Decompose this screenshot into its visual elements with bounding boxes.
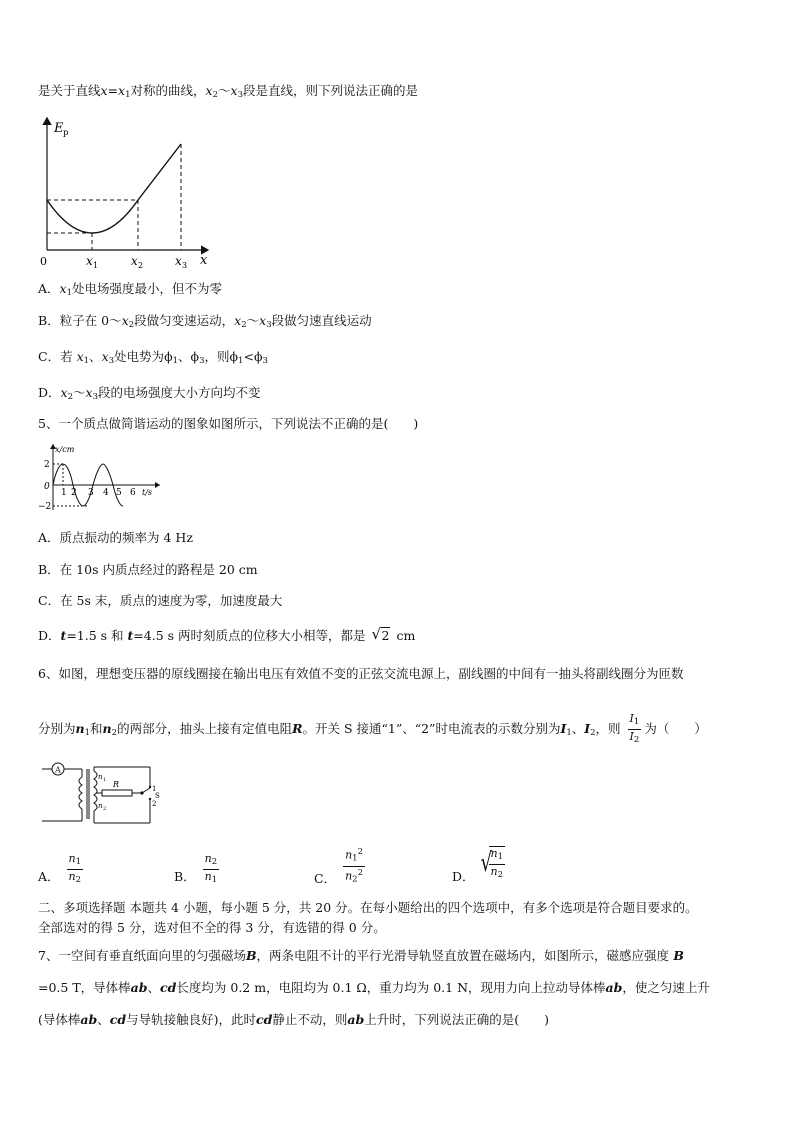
svg-text:t/s: t/s xyxy=(142,488,153,497)
secondary-coil xyxy=(94,771,97,811)
svg-text:S: S xyxy=(155,792,160,800)
svg-text:5: 5 xyxy=(116,488,122,498)
q6-line1: 6、如图，理想变压器的原线圈接在输出电压有效值不变的正弦交流电源上，副线圈的中间有一抽头将副线圈分为匝数 xyxy=(38,666,684,681)
tick-x2: x xyxy=(131,254,138,268)
q4-option-d: D．$x_2\sim x_3$段的电场强度大小方向均不变 xyxy=(38,385,261,402)
svg-text:−2: −2 xyxy=(38,502,52,512)
svg-text:4: 4 xyxy=(103,488,109,498)
q7-line2: =0.5 T，导体棒ab、cd长度均为 0.2 m，电阻均为 0.1 Ω，重力均为 0.1 N，现用力向上拉动导体棒ab，使之匀速上升 xyxy=(38,980,710,995)
q5-option-c: C．在 5s 末，质点的速度为零，加速度最大 xyxy=(38,593,283,608)
svg-text:1: 1 xyxy=(103,777,107,783)
q7-line3: (导体棒ab、cd与导轨接触良好)，此时cd静止不动，则ab上升时，下列说法正确的是( ) xyxy=(38,1012,549,1027)
ep-graph xyxy=(30,112,220,272)
sqrt-2: √ 2 xyxy=(371,625,390,643)
q4-option-c: C．若 $x_1$、$x_3$处电势为$\phi_1$、$\phi_3$，则$\phi_1<\phi_3$ xyxy=(38,349,268,366)
svg-text:1: 1 xyxy=(61,488,67,498)
svg-text:2: 2 xyxy=(71,488,77,498)
section2-line1: 二、多项选择题 本题共 4 小题，每小题 5 分，共 20 分。在每小题给出的四个选项中，有多个选项是符合题目要求的。 xyxy=(38,900,698,915)
svg-text:2: 2 xyxy=(152,800,157,808)
svg-text:2: 2 xyxy=(138,261,144,270)
svg-text:n: n xyxy=(98,773,103,781)
svg-text:2: 2 xyxy=(103,806,107,812)
primary-coil xyxy=(79,777,82,809)
svg-text:p: p xyxy=(63,128,69,138)
tick-x1: x xyxy=(86,254,93,268)
q5-option-a: A．质点振动的频率为 4 Hz xyxy=(38,530,193,545)
svg-text:0: 0 xyxy=(44,482,50,492)
q5-option-d: D．t=1.5 s 和 t=4.5 s 两时刻质点的位移大小相等，都是 √ 2 cm xyxy=(38,625,416,643)
q6-option-c: C． $\frac{n_1^2}{n_2^2}$ xyxy=(314,847,363,886)
switch-blade xyxy=(142,788,150,793)
q6-option-a: A． $\frac{n_1}{n_2}$ xyxy=(38,852,82,885)
sqrt-ratio: √ $\frac{n_1}{n_2}$ xyxy=(480,847,504,880)
q5-stem: 5、一个质点做简谐运动的图象如图所示，下列说法不正确的是( ) xyxy=(38,416,419,431)
svg-text:n: n xyxy=(98,802,103,810)
q5-option-b: B．在 10s 内质点经过的路程是 20 cm xyxy=(38,562,258,577)
ep-curve xyxy=(47,144,181,233)
svg-text:6: 6 xyxy=(130,488,136,498)
svg-text:1: 1 xyxy=(93,261,99,270)
q6-option-d: D． √ $\frac{n_1}{n_2}$ xyxy=(452,847,504,884)
q7-line1: 7、一空间有垂直纸面向里的匀强磁场B，两条电阻不计的平行光滑导轨竖直放置在磁场内，如图所示，磁感应强度 B xyxy=(38,948,684,963)
svg-text:3: 3 xyxy=(88,488,94,498)
ep-label: E xyxy=(54,121,64,136)
tick-x3: x xyxy=(175,254,182,268)
svg-text:2: 2 xyxy=(44,460,50,470)
i1-over-i2: $\frac{I_1}{I_2}$ xyxy=(629,712,640,745)
x-axis-label: x xyxy=(200,253,208,268)
section2-line2: 全部选对的得 5 分，选对但不全的得 3 分，有选错的得 0 分。 xyxy=(38,920,386,935)
q4-option-b: B．粒子在 $0\sim x_2$段做匀变速运动，$x_2\sim x_3$段做匀速直线运动 xyxy=(38,313,372,330)
svg-text:3: 3 xyxy=(182,261,188,270)
svg-text:x/cm: x/cm xyxy=(55,445,75,454)
transformer-circuit xyxy=(38,757,168,827)
svg-text:1: 1 xyxy=(152,785,157,793)
origin-label: 0 xyxy=(40,255,47,268)
resistor xyxy=(102,790,132,796)
svg-text:R: R xyxy=(113,780,120,789)
svg-text:A: A xyxy=(55,765,61,775)
q4-option-a: A．$x_1$处电场强度最小，但不为零 xyxy=(38,281,223,298)
shm-graph xyxy=(36,440,166,518)
q6-option-b: B． $\frac{n_2}{n_1}$ xyxy=(174,852,218,885)
q6-line2: 分别为$n_1$和$n_2$的两部分，抽头上接有定值电阻R。开关 S 接通“1”、“2”时电流表的示数分别为$I_1$、$I_2$，则 $\frac{I_1}{I_2}$ 为（ ） xyxy=(38,712,707,745)
q4-intro: 是关于直线$x=x_1$对称的曲线，$x_2\sim x_3$段是直线，则下列说法正确的是 xyxy=(38,83,419,100)
